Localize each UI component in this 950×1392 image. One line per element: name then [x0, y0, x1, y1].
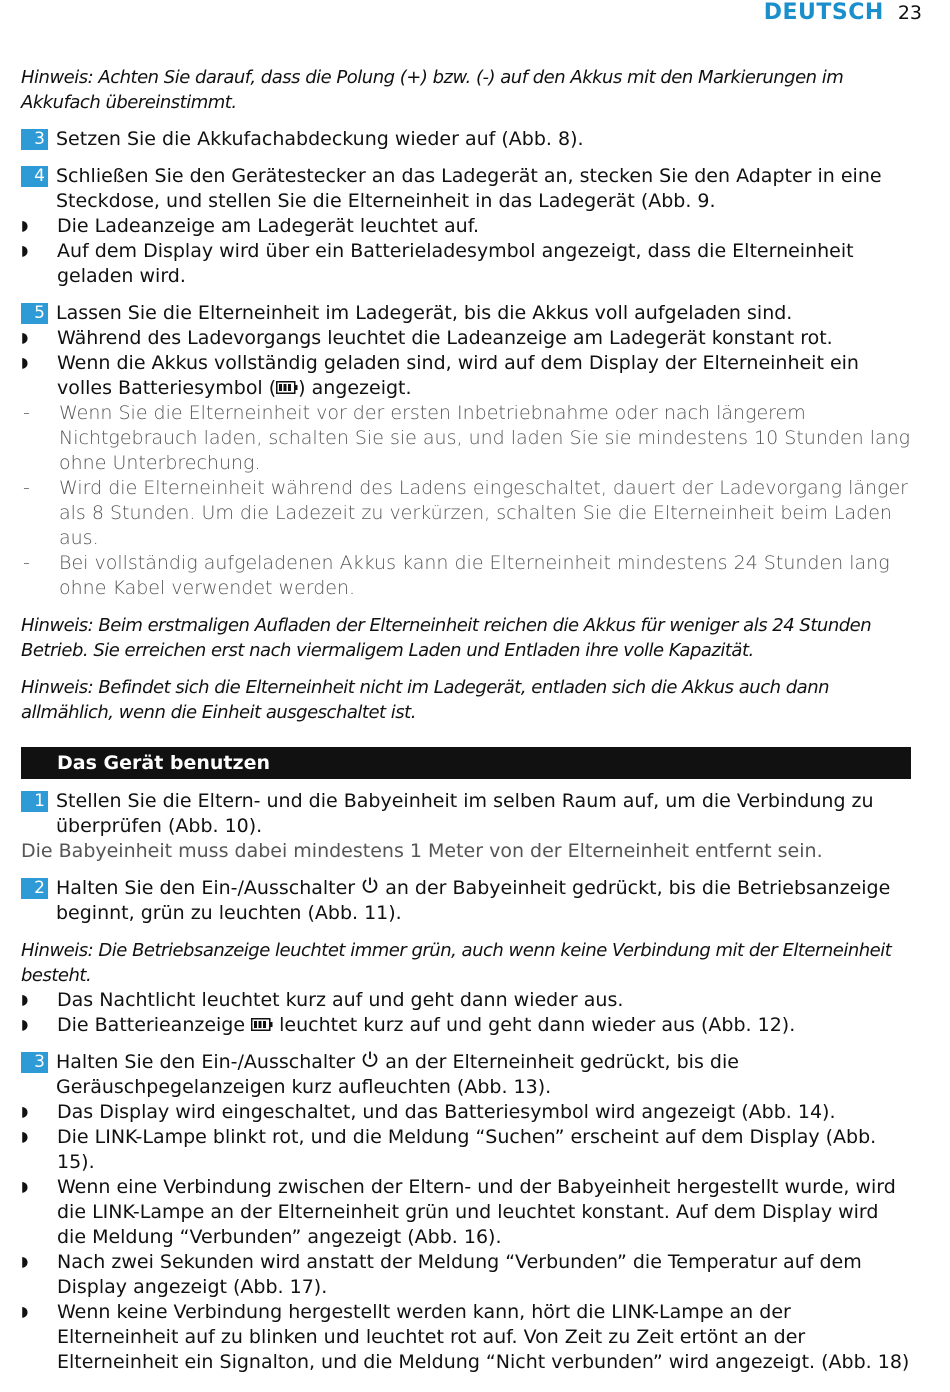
- bullet-item: [21, 988, 911, 1013]
- dash-item: [21, 551, 911, 601]
- bullet-item: [21, 1175, 911, 1250]
- bullet-text: [57, 351, 911, 401]
- bullet-item: [21, 1125, 911, 1175]
- bullet-item: [21, 1250, 911, 1300]
- use-step-1: [21, 789, 911, 839]
- bullet-text: Die LINK-Lampe blinkt rot, und die Meldung “Suchen” erscheint auf dem Display (Abb. 15).: [57, 1126, 877, 1173]
- bullet-text: Nach zwei Sekunden wird anstatt der Meldung “Verbunden” die Temperatur auf dem Display angezeigt (Abb. 17).: [57, 1251, 862, 1298]
- step-4-connect-charger: [21, 164, 911, 214]
- bullet-text-after: leuchtet kurz auf und geht dann wieder aus (Abb. 12).: [273, 1014, 796, 1036]
- bullet-text: Das Nachtlicht leuchtet kurz auf und geht dann wieder aus.: [57, 989, 624, 1011]
- bullet-marker: ◗: [21, 1179, 29, 1195]
- bullet-marker: ◗: [21, 992, 29, 1008]
- step-number: 1: [21, 791, 48, 812]
- bullet-text-before: Die Batterieanzeige: [57, 1014, 252, 1036]
- dash-text: Wenn Sie die Elterneinheit vor der ersten Inbetriebnahme oder nach längerem Nichtgebrauch laden, schalten Sie sie aus, und laden Sie sie mindestens 10 Stunden lang ohne Unterbrechung.: [59, 402, 911, 474]
- page-number: 23: [897, 2, 922, 24]
- use-step-3: [21, 1050, 911, 1100]
- step-text-after: an der Elterneinheit gedrückt, bis die Geräuschpegelanzeigen kurz aufleuchten (Abb. 13).: [56, 1051, 739, 1098]
- dash-text: Wird die Elterneinheit während des Ladens eingeschaltet, dauert der Ladevorgang länger als 8 Stunden. Um die Ladezeit zu verkürzen, schalten Sie die Elterneinheit beim Laden aus.: [59, 477, 908, 549]
- step-text: Lassen Sie die Elterneinheit im Ladegerät, bis die Akkus voll aufgeladen sind.: [56, 302, 793, 324]
- step-number: 2: [21, 878, 48, 899]
- hint-power-indicator: Hinweis: Die Betriebsanzeige leuchtet immer grün, auch wenn keine Verbindung mit der Elterneinheit besteht.: [21, 940, 892, 986]
- step-text: Schließen Sie den Gerätestecker an das Ladegerät an, stecken Sie den Adapter in eine Steckdose, und stellen Sie die Elterneinheit in das Ladegerät (Abb. 9.: [56, 165, 882, 212]
- full-battery-icon: [276, 376, 298, 401]
- section-heading: Das Gerät benutzen: [21, 747, 911, 779]
- step-5-charge-fully: [21, 301, 911, 326]
- bullet-item: [21, 351, 911, 401]
- hint-first-charge: Hinweis: Beim erstmaligen Aufladen der Elterneinheit reichen die Akkus für weniger als 24 Stunden Betrieb. Sie erreichen erst nach viermaligem Laden und Entladen ihre volle Kapazität.: [21, 615, 872, 661]
- bullet-marker: ◗: [21, 330, 29, 346]
- dash-marker: -: [23, 402, 30, 424]
- bullet-marker: ◗: [21, 1017, 29, 1033]
- bullet-item: [21, 326, 911, 351]
- bullet-text: Während des Ladevorgangs leuchtet die Ladeanzeige am Ladegerät konstant rot.: [57, 327, 833, 349]
- step-text: Stellen Sie die Eltern- und die Babyeinheit im selben Raum auf, um die Verbindung zu überprüfen (Abb. 10).: [56, 790, 874, 837]
- dash-text: Bei vollständig aufgeladenen Akkus kann die Elterneinheit mindestens 24 Stunden lang ohne Kabel verwendet werden.: [59, 552, 890, 599]
- step-text-before: Halten Sie den Ein-/Ausschalter: [56, 1051, 362, 1073]
- step-text-after: an der Babyeinheit gedrückt, bis die Betriebsanzeige beginnt, grün zu leuchten (Abb. 11).: [56, 877, 891, 924]
- language-label: DEUTSCH: [763, 0, 884, 25]
- bullet-marker: ◗: [21, 1304, 29, 1320]
- hint-self-discharge: Hinweis: Befindet sich die Elterneinheit nicht im Ladegerät, entladen sich die Akkus auch dann allmählich, wenn die Einheit ausgeschaltet ist.: [21, 677, 830, 723]
- power-icon: [361, 1050, 379, 1075]
- dash-item: [21, 476, 911, 551]
- bullet-text: Auf dem Display wird über ein Batterieladesymbol angezeigt, dass die Elterneinheit geladen wird.: [57, 240, 854, 287]
- step-number: 3: [21, 1052, 48, 1073]
- dash-marker: -: [23, 477, 30, 499]
- bullet-text: Die Ladeanzeige am Ladegerät leuchtet auf.: [57, 215, 480, 237]
- power-icon: [361, 876, 379, 901]
- step-text: [56, 876, 911, 926]
- bullet-text: Das Display wird eingeschaltet, und das Batteriesymbol wird angezeigt (Abb. 14).: [57, 1101, 836, 1123]
- step-3-battery-cover: [21, 127, 911, 152]
- bullet-text: [57, 1013, 911, 1038]
- dash-marker: -: [23, 552, 30, 574]
- dash-item: [21, 401, 911, 476]
- use-step-2: [21, 876, 911, 926]
- document-body: [21, 65, 911, 1375]
- distance-note: Die Babyeinheit muss dabei mindestens 1 Meter von der Elterneinheit entfernt sein.: [21, 840, 823, 862]
- bullet-item: [21, 1100, 911, 1125]
- bullet-marker: ◗: [21, 1254, 29, 1270]
- hint-polarity: Hinweis: Achten Sie darauf, dass die Polung (+) bzw. (-) auf den Akkus mit den Markierungen im Akkufach übereinstimmt.: [21, 67, 844, 113]
- battery-icon: [251, 1013, 273, 1038]
- bullet-item: [21, 239, 911, 289]
- bullet-marker: ◗: [21, 218, 29, 234]
- step-text: Setzen Sie die Akkufachabdeckung wieder auf (Abb. 8).: [56, 128, 584, 150]
- bullet-marker: ◗: [21, 1104, 29, 1120]
- bullet-item: [21, 1300, 911, 1375]
- bullet-text: Wenn eine Verbindung zwischen der Eltern- und der Babyeinheit hergestellt wurde, wird die LINK-Lampe an der Elterneinheit grün und leuchtet konstant. Auf dem Display wird die Meldung “Verbunden” angezeigt (Abb. 16).: [57, 1176, 896, 1248]
- step-number: 3: [21, 129, 48, 150]
- bullet-text-before: Wenn die Akkus vollständig geladen sind, wird auf dem Display der Elterneinheit ein volles Batteriesymbol (: [57, 352, 859, 399]
- bullet-text-after: ) angezeigt.: [298, 377, 412, 399]
- bullet-marker: ◗: [21, 1129, 29, 1145]
- step-number: 5: [21, 303, 48, 324]
- step-text: [56, 1050, 911, 1100]
- step-number: 4: [21, 166, 48, 187]
- step-text-before: Halten Sie den Ein-/Ausschalter: [56, 877, 362, 899]
- bullet-item: [21, 214, 911, 239]
- bullet-text: Wenn keine Verbindung hergestellt werden kann, hört die LINK-Lampe an der Elterneinheit auf zu blinken und leuchtet rot auf. Von Zeit zu Zeit ertönt an der Elterneinheit ein Signalton, und die Meldung “Nicht verbunden” wird angezeigt. (Abb. 18): [57, 1301, 910, 1373]
- bullet-item: [21, 1013, 911, 1038]
- bullet-marker: ◗: [21, 355, 29, 371]
- page-header: [764, 0, 922, 30]
- bullet-marker: ◗: [21, 243, 29, 259]
